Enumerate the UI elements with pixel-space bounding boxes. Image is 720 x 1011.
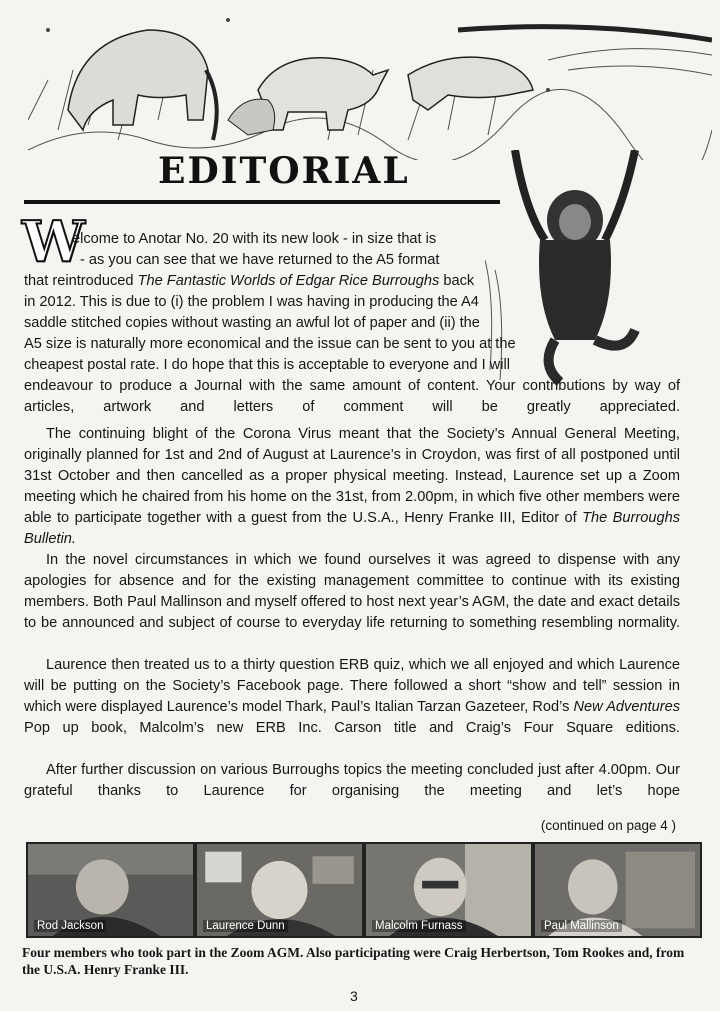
- page-number: 3: [350, 988, 358, 1004]
- text-line-4: in 2012. This is due to (i) the problem I was having in producing the A4: [24, 294, 479, 310]
- photo-label: Paul Mallinson: [541, 920, 622, 932]
- paragraph-1-end: endeavour to produce a Journal with the same amount of content. Your contributions by way of articles, artwork and letters of comment will be greatly appreciated.: [24, 378, 680, 415]
- text-line-6: A5 size is naturally more economical and the issue can be sent to you at the: [24, 336, 516, 352]
- zoom-photo: [535, 844, 700, 936]
- text-fragment: Pop up book, Malcolm’s new ERB Inc. Carson title and Craig’s Four Square editions.: [24, 720, 680, 736]
- editorial-title: EDITORIAL: [158, 150, 410, 192]
- zoom-photo-strip: [26, 842, 702, 938]
- text-line-2: - as you can see that we have returned to the A5 format: [80, 252, 440, 268]
- paragraph-2: [24, 424, 680, 550]
- text-line-7: cheapest postal rate. I do hope that this is acceptable to everyone and I will: [24, 357, 510, 373]
- text-line-3: [24, 271, 474, 292]
- zoom-photo: [197, 844, 362, 936]
- text-line-5: saddle stitched copies without wasting an awful lot of paper and (ii) the: [24, 315, 480, 331]
- title-rule: [24, 200, 500, 204]
- jungle-animals-illustration: [28, 0, 712, 160]
- photo-label: Malcolm Furnass: [372, 920, 466, 932]
- book-title: New Adventures: [573, 699, 681, 715]
- paragraph-3: In the novel circumstances in which we found ourselves it was agreed to dispense with any apologies for absence and for the existing management committee to continue with its existing members. Both Paul Mallinson and myself offered to host next year’s AGM, the date and exact details to be announced and subject of course to everyday life returning to something resembling normality.: [24, 552, 680, 631]
- text-fragment: that reintroduced: [24, 273, 138, 289]
- text-line-1: elcome to Anotar No. 20 with its new look - in size that is: [72, 231, 437, 247]
- text-fragment: The continuing blight of the Corona Virus meant that the Society’s Annual General Meeting, originally planned for 1st and 2nd of August at Laurence’s in Croydon, was first of all postponed until 31st October and then cancelled as a proper physical meeting. Instead, Laurence set up a Zoom meeting which he chaired from his home on the 31st, from 2.00pm, in which five other members were able to participate together with a guest from the U.S.A., Henry Franke III, Editor of: [24, 426, 680, 526]
- book-title: The Fantastic Worlds of Edgar Rice Burroughs: [137, 273, 440, 289]
- zoom-photo: [28, 844, 193, 936]
- zoom-photo: [366, 844, 531, 936]
- bulletin-title: The Burroughs Bulletin.: [24, 510, 680, 547]
- paragraph-5: After further discussion on various Burroughs topics the meeting concluded just after 4.00pm. Our grateful thanks to Laurence for organising the meeting and let’s hope: [24, 762, 680, 799]
- continued-note: (continued on page 4 ): [540, 818, 676, 833]
- photo-label: Laurence Dunn: [203, 920, 288, 932]
- paragraph-4: [24, 655, 680, 739]
- photo-label: Rod Jackson: [34, 920, 106, 932]
- photo-caption: Four members who took part in the Zoom AGM. Also participating were Craig Herbertson, Tom Rookes and, from the U.S.A. Henry Franke III.: [22, 945, 685, 977]
- drop-cap: W: [22, 209, 85, 275]
- text-fragment: Laurence then treated us to a thirty question ERB quiz, which we all enjoyed and which Laurence will be putting on the Society’s Facebook page. There followed a short “show and tell” session in which were displayed Laurence’s model Thark, Paul’s Italian Tarzan Gazeteer, Rod’s: [24, 657, 680, 715]
- text-fragment: back: [439, 273, 475, 289]
